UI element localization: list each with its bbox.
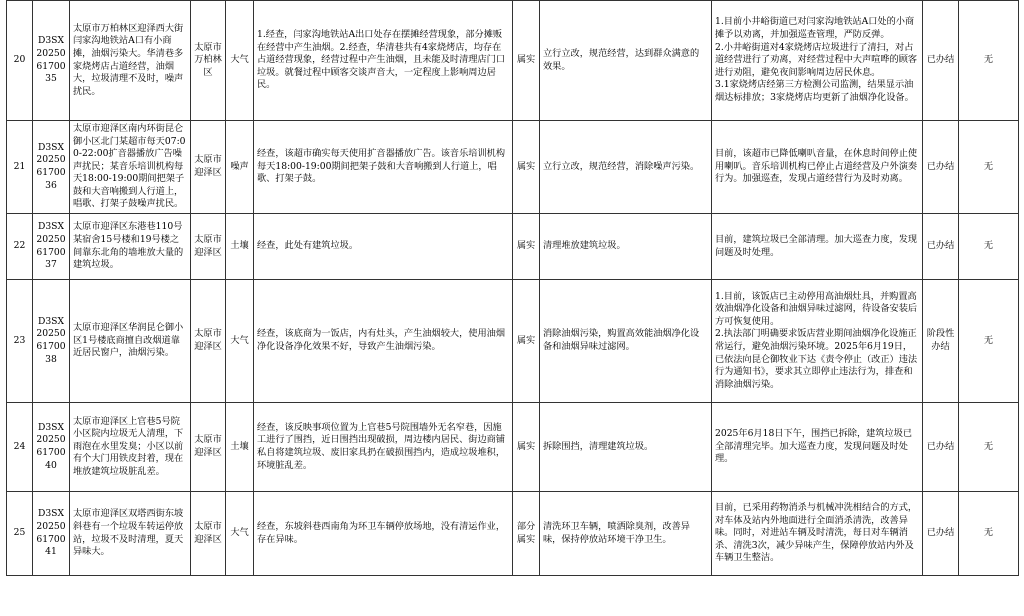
completion-status-cell: 已办结 — [923, 121, 959, 214]
investigation-result-cell: 经查，该超市确实每天使用扩音器播放广告。该音乐培训机构每天18:00-19:00期间把架子鼓和大音响搬到人行道上，唱歌、打架子鼓。 — [254, 121, 513, 214]
investigation-result-cell: 经查，该反映事项位置为上官巷5号院围墙外无名窄巷，因施工进行了围挡，近日围挡出现破损，周边楼内居民、街边商铺私自将建筑垃圾、废旧家具扔在破损围挡内，造成垃圾堆积，环境脏乱差。 — [254, 403, 513, 492]
case-code-cell: D3SX202506170041 — [33, 492, 70, 576]
pollution-type-cell: 大气 — [226, 492, 254, 576]
rectification-goal-cell: 消除油烟污染，购置高效能油烟净化设备和油烟异味过滤网。 — [540, 280, 712, 403]
verdict-cell: 部分属实 — [513, 492, 540, 576]
verdict-cell: 属实 — [513, 280, 540, 403]
rectification-goal-cell: 立行立改，规范经营，达到群众满意的效果。 — [540, 1, 712, 121]
row-number-cell: 20 — [7, 1, 33, 121]
verdict-cell: 属实 — [513, 214, 540, 280]
rectification-paragraph: 目前，该超市已降低喇叭音量，在休息时间停止使用喇叭。音乐培训机构已停止占道经营及户外演奏行为。加强巡查，发现占道经营行为及时劝离。 — [715, 148, 918, 185]
rectification-paragraph: 3.1家烧烤店经第三方检测公司监测，结果显示油烟达标排放；3家烧烤店均更新了油烟净化设备。 — [715, 79, 914, 103]
case-code-cell: D3SX202506170040 — [33, 403, 70, 492]
rectification-status-cell — [712, 214, 923, 280]
district-cell: 太原市迎泽区 — [191, 492, 226, 576]
rectification-status-cell — [712, 280, 923, 403]
complaint-text-cell: 太原市万柏林区迎泽西大街闫家沟地铁站A口有小商摊，油烟污染大。华清巷多家烧烤店占道经营，油烟大，垃圾清理不及时，噪声扰民。 — [70, 1, 191, 121]
district-cell: 太原市迎泽区 — [191, 280, 226, 403]
complaint-text-cell: 太原市迎泽区华润昆仑御小区1号楼底商擅自改烟道靠近居民窗户，油烟污染。 — [70, 280, 191, 403]
row-number-cell: 22 — [7, 214, 33, 280]
pollution-type-cell: 大气 — [226, 280, 254, 403]
table-row — [7, 214, 1019, 280]
reply-status-cell: 无 — [959, 121, 1019, 214]
table-row — [7, 492, 1019, 576]
complaint-text-cell: 太原市迎泽区上官巷5号院小区院内垃圾无人清理，下雨泡在水里发臭；小区以前有个大门用铁皮封着，现在堆放建筑垃圾脏乱差。 — [70, 403, 191, 492]
row-number-cell: 23 — [7, 280, 33, 403]
rectification-status-cell — [712, 492, 923, 576]
pollution-type-cell: 土壤 — [226, 214, 254, 280]
district-cell: 太原市迎泽区 — [191, 214, 226, 280]
row-number-cell: 21 — [7, 121, 33, 214]
table-row — [7, 403, 1019, 492]
case-code-cell: D3SX202506170036 — [33, 121, 70, 214]
rectification-goal-cell: 清洗环卫车辆，喷洒除臭剂，改善异味，保持停放站环境干净卫生。 — [540, 492, 712, 576]
verdict-cell: 属实 — [513, 403, 540, 492]
complaint-text-cell: 太原市迎泽区南内环街昆仑御小区北门某超市每天07:00-22:00扩音器播放广告噪声扰民；某音乐培训机构每天18:00-19:00期间把架子鼓和大音响搬到人行道上，唱歌、打架子鼓噪声扰民。 — [70, 121, 191, 214]
rectification-paragraph: 2.小井峪街道对4家烧烤店垃圾进行了清扫，对占道经营进行了劝离，对经营过程中大声喧哗的顾客进行劝阻，避免夜间影响周边居民休息。 — [715, 41, 918, 78]
row-number-cell: 24 — [7, 403, 33, 492]
rectification-paragraph: 1.目前小井峪街道已对闫家沟地铁站A口处的小商摊予以劝离，并加强巡查管理，严防反弹。 — [715, 16, 915, 41]
pollution-type-cell: 大气 — [226, 1, 254, 121]
reply-status-cell: 无 — [959, 280, 1019, 403]
rectification-paragraph: 2.执法部门明确要求饭店营业期间油烟净化设施正常运行，避免油烟污染环境。2025年6月19日，已依法向昆仑御牧业下达《责令停止（改正）违法行为通知书》，要求其立即停止违法行为，排查和消除油烟污染。 — [715, 328, 918, 390]
district-cell: 太原市迎泽区 — [191, 121, 226, 214]
rectification-goal-cell: 拆除围挡，清理建筑垃圾。 — [540, 403, 712, 492]
table-row — [7, 280, 1019, 403]
reply-status-cell: 无 — [959, 403, 1019, 492]
rectification-paragraph: 2025年6月18日下午，围挡已拆除，建筑垃圾已全部清理完毕。加大巡查力度，发现问题及时处理。 — [715, 428, 913, 465]
rectification-goal-cell: 立行立改，规范经营，消除噪声污染。 — [540, 121, 712, 214]
investigation-result-cell: 经查，此处有建筑垃圾。 — [254, 214, 513, 280]
pollution-type-cell: 噪声 — [226, 121, 254, 214]
district-cell: 太原市万柏林区 — [191, 1, 226, 121]
reply-status-cell: 无 — [959, 1, 1019, 121]
investigation-result-cell: 经查，该底商为一饭店，内有灶头，产生油烟较大，使用油烟净化设备净化效果不好，导致产生油烟污染。 — [254, 280, 513, 403]
row-number-cell: 25 — [7, 492, 33, 576]
completion-status-cell: 已办结 — [923, 492, 959, 576]
verdict-cell: 属实 — [513, 121, 540, 214]
completion-status-cell: 已办结 — [923, 403, 959, 492]
rectification-paragraph: 目前，已采用药物消杀与机械冲洗相结合的方式，对车体及站内外地面进行全面消杀清洗，改善异味。同时，对进站车辆及时清洗，每日对车辆消杀、清洗3次，减少异味产生，保障停放站内外及车辆卫生整洁。 — [715, 502, 918, 564]
investigation-result-cell: 1.经查，闫家沟地铁站A出口处存在摆摊经营现象，部分摊贩在经营中产生油烟。2.经查，华清巷共有4家烧烤店，均存在占道经营现象，经营过程中产生油烟，且未能及时清理店门口垃圾。就餐过程中顾客交谈声音大，一定程度上影响周边居民。 — [254, 1, 513, 121]
investigation-result-cell: 经查，东坡斜巷西南角为环卫车辆停放场地，没有清运作业，存在异味。 — [254, 492, 513, 576]
table-row — [7, 1, 1019, 121]
completion-status-cell: 已办结 — [923, 214, 959, 280]
case-code-cell: D3SX202506170035 — [33, 1, 70, 121]
case-code-cell: D3SX202506170038 — [33, 280, 70, 403]
complaint-text-cell: 太原市迎泽区东港巷110号某宿舍15号楼和19号楼之间靠东北角的墙堆放大量的建筑垃圾。 — [70, 214, 191, 280]
rectification-status-cell — [712, 403, 923, 492]
table-row — [7, 121, 1019, 214]
complaint-text-cell: 太原市迎泽区双塔西街东坡斜巷有一个垃圾车转运停放站，垃圾不及时清理，夏天异味大。 — [70, 492, 191, 576]
completion-status-cell: 阶段性办结 — [923, 280, 959, 403]
completion-status-cell: 已办结 — [923, 1, 959, 121]
rectification-status-cell — [712, 121, 923, 214]
rectification-status-cell — [712, 1, 923, 121]
reply-status-cell: 无 — [959, 492, 1019, 576]
district-cell: 太原市迎泽区 — [191, 403, 226, 492]
rectification-goal-cell: 清理堆放建筑垃圾。 — [540, 214, 712, 280]
pollution-type-cell: 土壤 — [226, 403, 254, 492]
rectification-paragraph: 目前，建筑垃圾已全部清理。加大巡查力度，发现问题及时处理。 — [715, 233, 918, 258]
rectification-paragraph: 1.目前，该饭店已主动停用高油烟灶具，并购置高效油烟净化设备和油烟异味过滤网，待设备安装后方可恢复使用。 — [715, 290, 918, 327]
case-code-cell: D3SX202506170037 — [33, 214, 70, 280]
verdict-cell: 属实 — [513, 1, 540, 121]
complaint-table — [6, 0, 1019, 576]
reply-status-cell: 无 — [959, 214, 1019, 280]
